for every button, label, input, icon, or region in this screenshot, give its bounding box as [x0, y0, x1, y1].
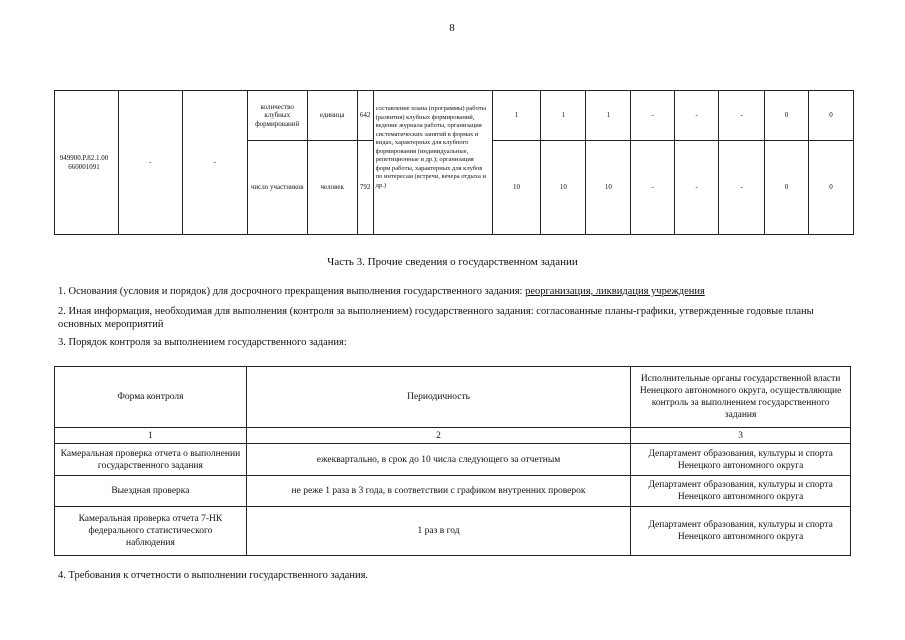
value-cell: 0	[808, 91, 853, 141]
service-indicators-table	[54, 90, 854, 235]
table-row	[55, 476, 851, 507]
value-cell: 1	[492, 91, 541, 141]
table-cell: -	[182, 91, 247, 235]
column-number: 3	[631, 428, 851, 444]
table-row	[55, 507, 851, 556]
unit-cell: человек	[307, 141, 357, 235]
value-cell: 10	[492, 141, 541, 235]
paragraph-2: 2. Иная информация, необходимая для выполнения (контроля за выполнением) государственного задания: согласованные планы-графики, утвержденные годовые планы основных мероприятий	[58, 306, 814, 330]
okei-cell: 792	[357, 141, 373, 235]
control-form-cell: Выездная проверка	[55, 476, 247, 507]
unit-cell: единица	[307, 91, 357, 141]
value-cell: 0	[765, 141, 809, 235]
part3-title: Часть 3. Прочие сведения о государственном задании	[327, 256, 578, 268]
indicator-name-cell: количество клубных формирований	[247, 91, 307, 141]
value-cell: 10	[586, 141, 631, 235]
paragraph-1-prefix: 1. Основания (условия и порядок) для досрочного прекращения выполнения государственного задания:	[58, 286, 526, 297]
authority-cell: Департамент образования, культуры и спорта Ненецкого автономного округа	[631, 507, 851, 556]
table-cell: -	[118, 91, 182, 235]
value-cell: 1	[586, 91, 631, 141]
periodicity-cell: не реже 1 раза в 3 года, в соответствии с графиком внутренних проверок	[246, 476, 630, 507]
registry-code-cell: 949900.Р.82.1.00660001091	[55, 91, 119, 235]
paragraph-1	[58, 285, 848, 298]
header-periodicity: Периодичность	[246, 367, 630, 428]
value-cell: -	[631, 91, 675, 141]
description-cell: составление плана (программы) работы (развития) клубных формирований, ведение журнала работы, организация систематических занятий в формах и видах, характерных для клубного формирования (индивидуальные, репетиционные и др.); организация форм работы, характерных для клубов по интересам (встречи, вечера отдыха и др.)	[373, 91, 492, 235]
column-number: 1	[55, 428, 247, 444]
header-authorities: Исполнительные органы государственной власти Ненецкого автономного округа, осуществляющие контроль за выполнением государственного задания	[631, 367, 851, 428]
value-cell: -	[719, 91, 765, 141]
table-row	[55, 444, 851, 476]
early-termination-grounds: реорганизация, ликвидация учреждения	[525, 286, 705, 297]
indicator-name-cell: число участников	[247, 141, 307, 235]
page-number: 8	[449, 22, 455, 34]
okei-cell: 642	[357, 91, 373, 141]
value-cell: 1	[541, 91, 586, 141]
control-form-cell: Камеральная проверка отчета 7-НК федерального статистического наблюдения	[55, 507, 247, 556]
periodicity-cell: ежеквартально, в срок до 10 числа следующего за отчетным	[246, 444, 630, 476]
value-cell: -	[719, 141, 765, 235]
authority-cell: Департамент образования, культуры и спорта Ненецкого автономного округа	[631, 444, 851, 476]
column-number: 2	[246, 428, 630, 444]
paragraph-3: 3. Порядок контроля за выполнением государственного задания:	[58, 337, 347, 348]
paragraph-4: 4. Требования к отчетности о выполнении государственного задания.	[58, 570, 369, 581]
control-form-cell: Камеральная проверка отчета о выполнении государственного задания	[55, 444, 247, 476]
value-cell: 10	[541, 141, 586, 235]
periodicity-cell: 1 раз в год	[246, 507, 630, 556]
value-cell: -	[675, 91, 719, 141]
value-cell: -	[631, 141, 675, 235]
value-cell: 0	[808, 141, 853, 235]
value-cell: -	[675, 141, 719, 235]
value-cell: 0	[765, 91, 809, 141]
control-procedure-table	[54, 366, 851, 556]
header-form-of-control: Форма контроля	[55, 367, 247, 428]
authority-cell: Департамент образования, культуры и спорта Ненецкого автономного округа	[631, 476, 851, 507]
